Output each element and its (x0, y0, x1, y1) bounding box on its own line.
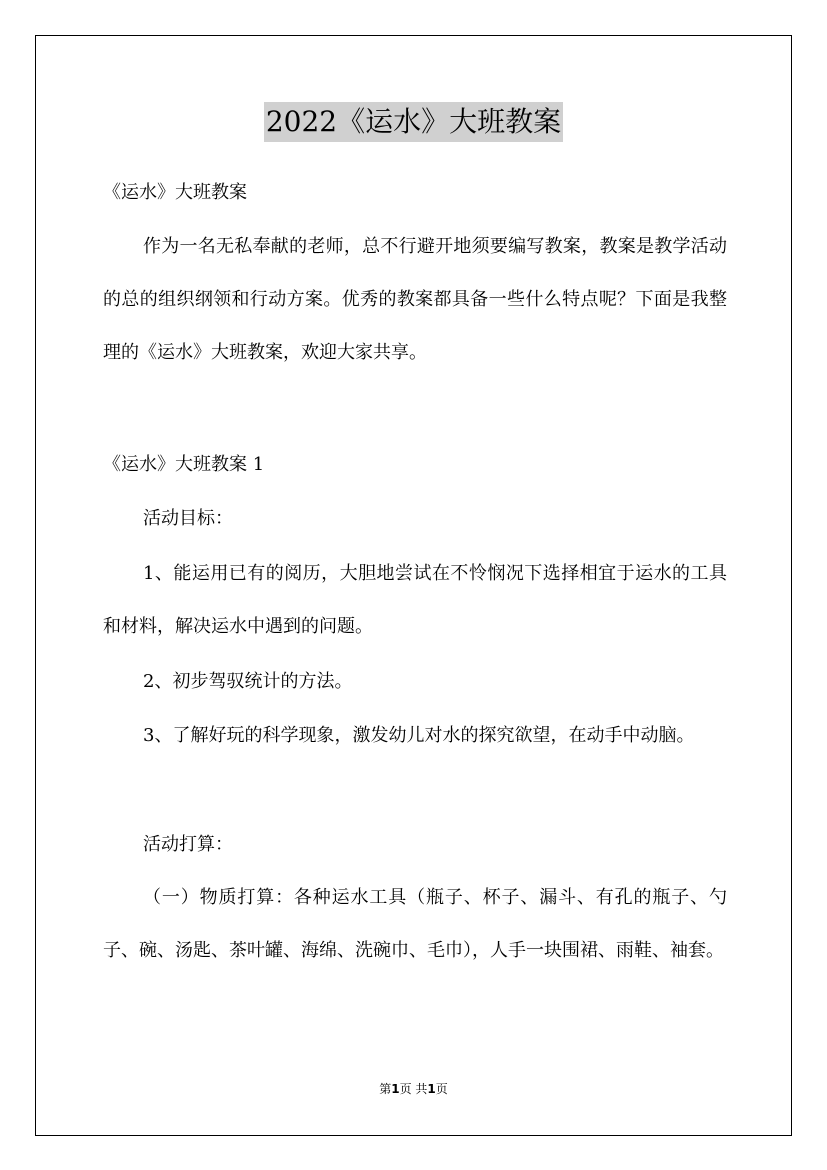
footer-suffix: 页 (435, 1082, 448, 1096)
prep-item-1: （一）物质打算：各种运水工具（瓶子、杯子、漏斗、有孔的瓶子、勺子、碗、汤匙、茶叶罐、海绵、洗碗巾、毛巾），人手一块围裙、雨鞋、袖套。 (103, 887, 727, 961)
prep-label: 活动打算： (143, 834, 233, 855)
footer-prefix: 第 (379, 1082, 392, 1096)
section-heading-plan-1: 《运水》大班教案 1 (103, 454, 265, 475)
document-title: 2022《运水》大班教案 (264, 102, 563, 142)
footer-page-total: 1 (427, 1082, 436, 1096)
footer-mid: 页 共 (399, 1082, 428, 1096)
page-footer (0, 1080, 827, 1097)
goal-item-1: 1、能运用已有的阅历，大胆地尝试在不怜悯况下选择相宜于运水的工具和材料，解决运水中遇到的问题。 (103, 563, 727, 637)
goal-item-2: 2、初步驾驭统计的方法。 (143, 671, 353, 692)
section-heading-intro: 《运水》大班教案 (103, 182, 247, 203)
intro-paragraph: 作为一名无私奉献的老师，总不行避开地须要编写教案，教案是教学活动的总的组织纲领和行动方案。优秀的教案都具备一些什么特点呢？下面是我整理的《运水》大班教案，欢迎大家共享。 (103, 236, 727, 363)
footer-page-number: 1 (391, 1082, 400, 1096)
title-wrap (0, 102, 827, 142)
goal-item-3: 3、了解好玩的科学现象，激发幼儿对水的探究欲望，在动手中动脑。 (143, 725, 695, 746)
goals-label: 活动目标： (143, 508, 233, 529)
